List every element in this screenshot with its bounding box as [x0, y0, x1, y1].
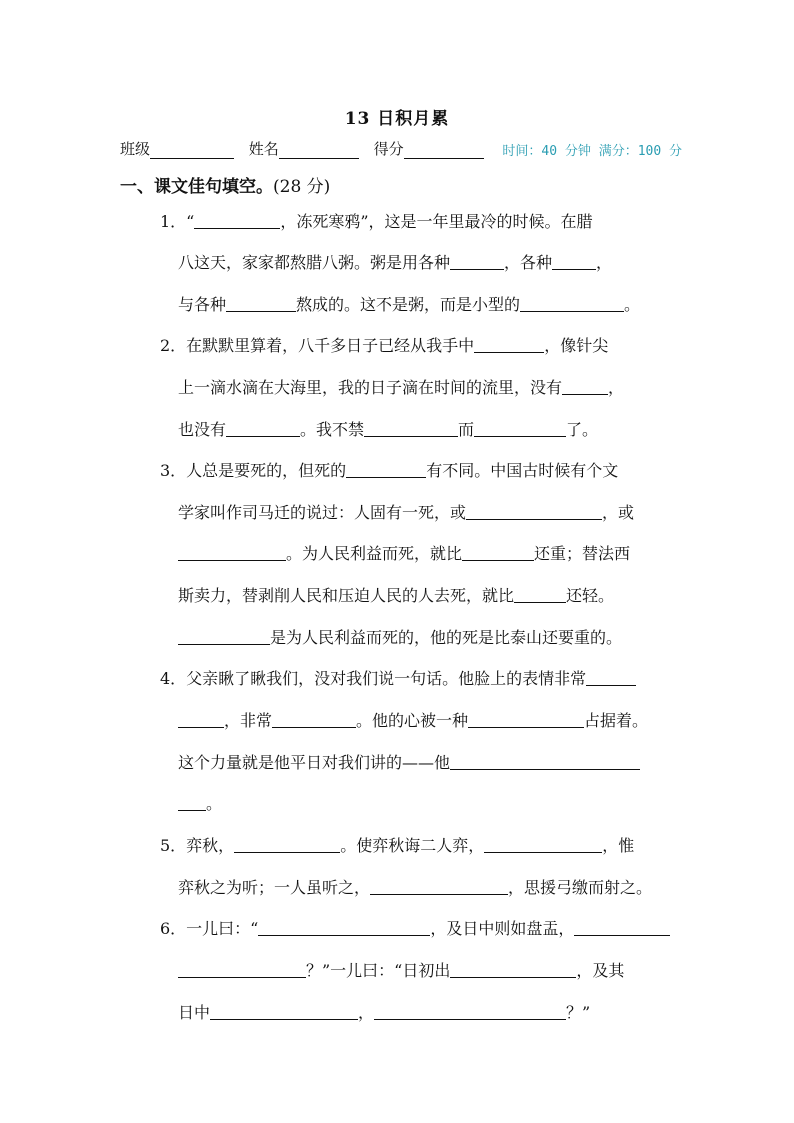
answer-blank[interactable]: [346, 459, 426, 478]
score-field[interactable]: [404, 142, 484, 159]
answer-blank[interactable]: [520, 293, 624, 312]
q2-line3: 也没有 。我不禁 而 了。: [178, 420, 599, 439]
time-score-info: 时间：40 分钟 满分：100 分: [502, 144, 683, 159]
q6-line1: 6．一儿曰：“ ，及日中则如盘盂，: [160, 917, 670, 941]
q3-line3: 。为人民利益而死，就比 还重；替法西: [178, 542, 630, 566]
q3-line5: 是为人民利益而死的，他的死是比泰山还要重的。: [178, 626, 622, 650]
student-info-bar: [120, 138, 683, 159]
answer-blank[interactable]: [552, 251, 596, 270]
class-label: 班级: [120, 140, 151, 158]
score-label: 得分: [373, 140, 404, 158]
answer-blank[interactable]: [474, 334, 544, 353]
q1-line3: 与各种 熬成的。这不是粥，而是小型的 。: [178, 295, 641, 314]
page-title: 13 日积月累: [344, 109, 450, 129]
q3-line1: 3．人总是要死的，但死的 有不同。中国古时候有个文: [160, 461, 619, 480]
q6-line3: 日中 ， ？”: [178, 1003, 591, 1022]
q5-line2: 弈秋之为听；一人虽听之， ，思援弓缴而射之。: [178, 878, 653, 897]
q2-line1: 2．在默默里算着，八千多日子已经从我手中 ，像针尖: [160, 336, 609, 355]
answer-blank[interactable]: [370, 876, 508, 895]
answer-blank[interactable]: [210, 1001, 358, 1020]
class-field[interactable]: [150, 142, 234, 159]
section-points: (28 分): [273, 177, 331, 197]
answer-blank[interactable]: [364, 418, 458, 437]
answer-blank[interactable]: [468, 709, 584, 728]
answer-blank[interactable]: [178, 792, 206, 811]
answer-blank[interactable]: [178, 626, 270, 645]
section-heading: 一、课文佳句填空。(28 分): [120, 177, 331, 197]
q5-line1: 5．弈秋， 。使弈秋诲二人弈， ，惟: [160, 836, 635, 855]
answer-blank[interactable]: [450, 959, 576, 978]
name-label: 姓名: [248, 140, 279, 158]
answer-blank[interactable]: [450, 751, 640, 770]
answer-blank[interactable]: [194, 210, 280, 229]
answer-blank[interactable]: [178, 542, 286, 561]
answer-blank[interactable]: [178, 959, 306, 978]
answer-blank[interactable]: [258, 917, 430, 936]
answer-blank[interactable]: [178, 709, 224, 728]
answer-blank[interactable]: [272, 709, 356, 728]
q3-line4: 斯卖力，替剥削人民和压迫人民的人去死，就比 还轻。: [178, 586, 615, 605]
answer-blank[interactable]: [234, 834, 340, 853]
name-field[interactable]: [279, 142, 359, 159]
q1-line1: 1．“ ，冻死寒鸦”，这是一年里最冷的时候。在腊: [160, 212, 593, 231]
answer-blank[interactable]: [226, 293, 296, 312]
q2-line2: 上一滴水滴在大海里，我的日子滴在时间的流里，没有 ，: [178, 378, 625, 397]
answer-blank[interactable]: [586, 667, 636, 686]
q3-line2: 学家叫作司马迁的说过：人固有一死，或 ，或: [178, 503, 635, 522]
answer-blank[interactable]: [374, 1001, 566, 1020]
answer-blank[interactable]: [474, 418, 566, 437]
q4-line2: ，非常 。他的心被一种 占据着。: [178, 709, 648, 733]
answer-blank[interactable]: [466, 501, 602, 520]
answer-blank[interactable]: [514, 584, 566, 603]
answer-blank[interactable]: [562, 376, 608, 395]
q4-line1: 4．父亲瞅了瞅我们，没对我们说一句话。他脸上的表情非常: [160, 667, 636, 691]
answer-blank[interactable]: [484, 834, 602, 853]
answer-blank[interactable]: [574, 917, 670, 936]
q4-line3: 这个力量就是他平日对我们讲的——他: [178, 751, 640, 775]
q4-line4: 。: [178, 792, 222, 816]
answer-blank[interactable]: [462, 542, 534, 561]
q1-line2: 八这天，家家都熬腊八粥。粥是用各种 ，各种 ，: [178, 253, 613, 272]
answer-blank[interactable]: [226, 418, 300, 437]
answer-blank[interactable]: [450, 251, 504, 270]
q6-line2: ？”一儿曰：“日初出 ，及其: [178, 959, 624, 983]
